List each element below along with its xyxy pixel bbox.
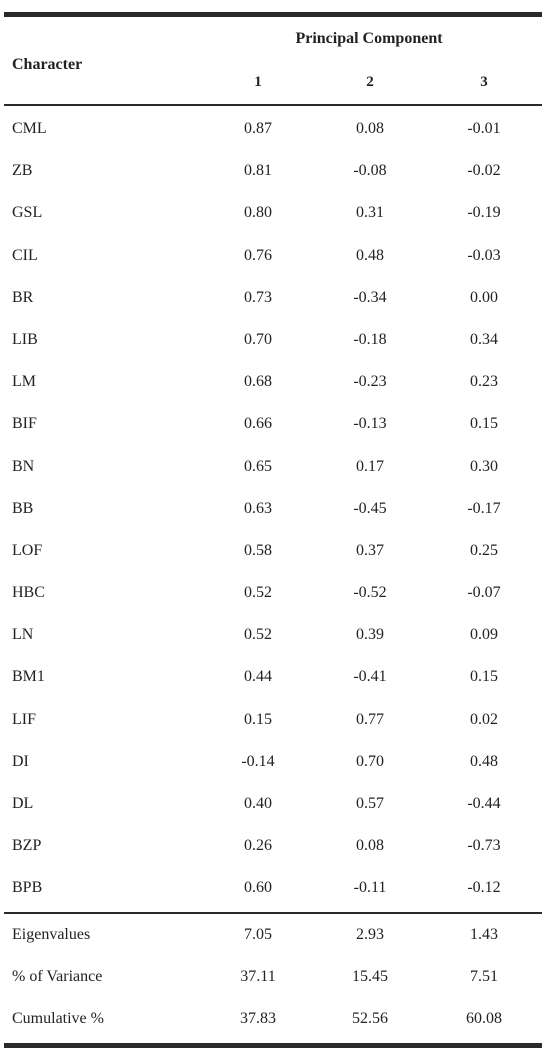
table-header — [4, 17, 542, 104]
cell-pc-1: -0.14 — [241, 752, 275, 770]
table-row — [4, 530, 542, 572]
cell-pc-3: 7.51 — [470, 967, 498, 985]
cell-pc-3: 0.48 — [470, 752, 498, 770]
cell-pc-2: -0.13 — [353, 415, 387, 433]
cell-pc-2: 0.70 — [356, 752, 384, 770]
cell-pc-1: 0.60 — [244, 879, 272, 897]
table-row — [4, 150, 542, 192]
cell-pc-2: -0.18 — [353, 330, 387, 348]
cell-pc-2: -0.23 — [353, 373, 387, 391]
cell-pc-1: 0.87 — [244, 120, 272, 137]
table-row — [4, 488, 542, 530]
table-row — [4, 867, 542, 909]
row-label: DL — [12, 795, 34, 812]
row-label: LM — [12, 373, 36, 391]
cell-pc-3: 1.43 — [470, 925, 498, 943]
table-bottom-rule — [4, 1043, 542, 1048]
cell-pc-2: 0.31 — [356, 204, 384, 222]
table-row — [4, 783, 542, 825]
table-row — [4, 656, 542, 698]
row-label: BR — [12, 288, 34, 306]
cell-pc-3: -0.03 — [467, 246, 501, 264]
table-row — [4, 825, 542, 867]
cell-pc-1: 0.40 — [244, 795, 272, 812]
cell-pc-2: 0.48 — [356, 246, 384, 264]
header-principal-component: Principal Component — [295, 30, 443, 47]
cell-pc-3: 60.08 — [466, 1009, 502, 1027]
cell-pc-3: -0.02 — [467, 162, 501, 180]
cell-pc-1: 0.15 — [244, 710, 272, 728]
table-row — [4, 446, 542, 488]
cell-pc-3: -0.01 — [467, 120, 501, 137]
cell-pc-3: 0.34 — [470, 330, 498, 348]
table-row — [4, 699, 542, 741]
cell-pc-2: -0.41 — [353, 668, 387, 686]
cell-pc-2: 0.37 — [356, 541, 384, 559]
cell-pc-2: 52.56 — [352, 1009, 388, 1027]
cell-pc-3: -0.07 — [467, 584, 501, 602]
row-label: HBC — [12, 584, 45, 602]
cell-pc-1: 0.76 — [244, 246, 272, 264]
header-col-1: 1 — [254, 74, 262, 90]
row-label: LN — [12, 626, 34, 644]
cell-pc-1: 0.70 — [244, 330, 272, 348]
cell-pc-3: 0.23 — [470, 373, 498, 391]
table-body — [4, 106, 542, 912]
cell-pc-1: 37.83 — [240, 1009, 276, 1027]
cell-pc-3: 0.09 — [470, 626, 498, 644]
cell-pc-1: 0.58 — [244, 541, 272, 559]
cell-pc-2: -0.11 — [353, 879, 387, 897]
cell-pc-1: 0.65 — [244, 457, 272, 475]
cell-pc-1: 37.11 — [240, 967, 276, 985]
cell-pc-3: 0.02 — [470, 710, 498, 728]
cell-pc-3: -0.17 — [467, 499, 501, 517]
cell-pc-2: 15.45 — [352, 967, 388, 985]
header-col-2: 2 — [366, 74, 374, 90]
cell-pc-1: 0.52 — [244, 584, 272, 602]
table-row — [4, 277, 542, 319]
table-row — [4, 614, 542, 656]
row-label: LOF — [12, 541, 43, 559]
cell-pc-3: 0.30 — [470, 457, 498, 475]
cell-pc-2: 0.17 — [356, 457, 384, 475]
cell-pc-2: 0.77 — [356, 710, 384, 728]
cell-pc-1: 7.05 — [244, 925, 272, 943]
row-label: Eigenvalues — [12, 925, 91, 943]
row-label: LIB — [12, 330, 38, 348]
cell-pc-1: 0.26 — [244, 837, 272, 855]
cell-pc-2: -0.45 — [353, 499, 387, 517]
cell-pc-1: 0.63 — [244, 499, 272, 517]
row-label: BB — [12, 499, 34, 517]
cell-pc-1: 0.73 — [244, 288, 272, 306]
cell-pc-3: 0.25 — [470, 541, 498, 559]
cell-pc-2: -0.34 — [353, 288, 387, 306]
cell-pc-1: 0.66 — [244, 415, 272, 433]
header-col-3: 3 — [480, 74, 488, 90]
row-label: CIL — [12, 246, 38, 264]
summary-row — [4, 956, 542, 998]
table-row — [4, 361, 542, 403]
cell-pc-3: -0.12 — [467, 879, 501, 897]
cell-pc-2: 0.08 — [356, 837, 384, 855]
row-label: LIF — [12, 710, 36, 728]
table-row — [4, 192, 542, 234]
cell-pc-3: -0.73 — [467, 837, 501, 855]
cell-pc-2: 0.39 — [356, 626, 384, 644]
cell-pc-3: -0.44 — [467, 795, 501, 812]
table-row — [4, 572, 542, 614]
cell-pc-3: -0.19 — [467, 204, 501, 222]
header-character: Character — [12, 56, 83, 73]
row-label: BPB — [12, 879, 43, 897]
cell-pc-3: 0.00 — [470, 288, 498, 306]
row-label: DI — [12, 752, 29, 770]
row-label: BM1 — [12, 668, 45, 686]
cell-pc-1: 0.81 — [244, 162, 272, 180]
table-row — [4, 319, 542, 361]
row-label: % of Variance — [12, 967, 103, 985]
table-row — [4, 403, 542, 445]
cell-pc-1: 0.44 — [244, 668, 272, 686]
cell-pc-2: 0.08 — [356, 120, 384, 137]
row-label: BIF — [12, 415, 37, 433]
principal-component-table — [4, 12, 542, 1048]
table-row — [4, 235, 542, 277]
summary-row — [4, 998, 542, 1040]
cell-pc-3: 0.15 — [470, 415, 498, 433]
table-row — [4, 741, 542, 783]
cell-pc-2: 0.57 — [356, 795, 384, 812]
cell-pc-3: 0.15 — [470, 668, 498, 686]
row-label: BZP — [12, 837, 42, 855]
table-row — [4, 108, 542, 150]
cell-pc-1: 0.68 — [244, 373, 272, 391]
row-label: CML — [12, 120, 47, 137]
cell-pc-1: 0.80 — [244, 204, 272, 222]
row-label: ZB — [12, 162, 33, 180]
table-summary — [4, 914, 542, 1044]
cell-pc-1: 0.52 — [244, 626, 272, 644]
cell-pc-2: -0.08 — [353, 162, 387, 180]
row-label: BN — [12, 457, 35, 475]
summary-row — [4, 914, 542, 956]
row-label: Cumulative % — [12, 1009, 104, 1027]
cell-pc-2: -0.52 — [353, 584, 387, 602]
cell-pc-2: 2.93 — [356, 925, 384, 943]
row-label: GSL — [12, 204, 43, 222]
